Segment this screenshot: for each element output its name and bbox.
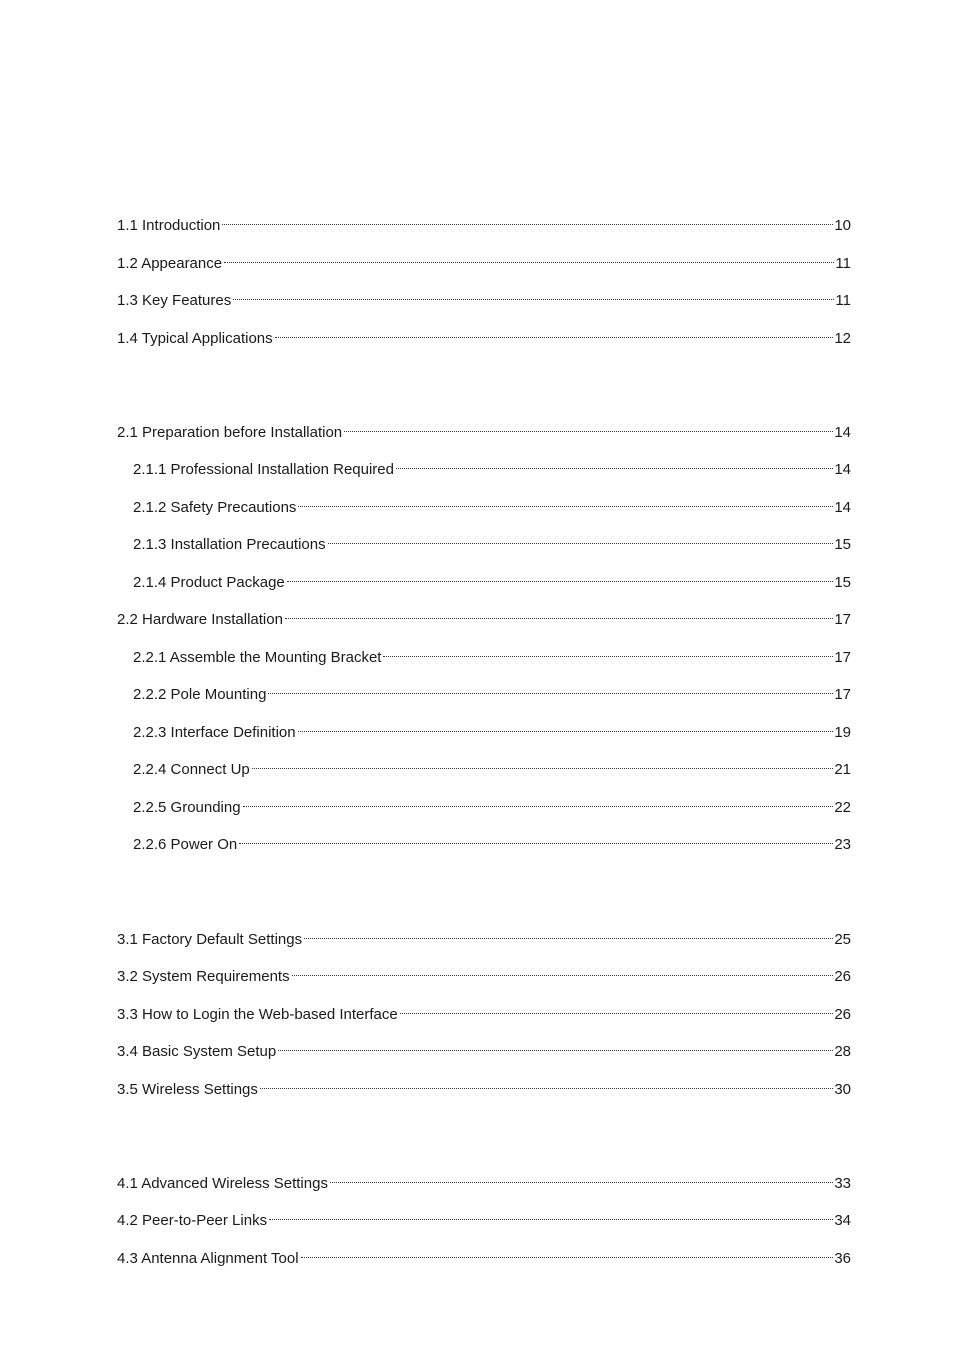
toc-dot-leader <box>292 959 834 981</box>
toc-entry-title: 3.4 Basic System Setup <box>117 1043 277 1060</box>
toc-dot-leader <box>268 677 833 699</box>
toc-page-number: 19 <box>834 724 851 741</box>
toc-page-number: 26 <box>834 1006 851 1023</box>
toc-entry-title: 3.3 How to Login the Web-based Interface <box>117 1006 398 1023</box>
toc-page-number: 15 <box>834 536 851 553</box>
toc-page-number: 11 <box>835 292 851 309</box>
toc-dot-leader <box>224 246 834 268</box>
toc-page-number: 22 <box>834 799 851 816</box>
toc-entry-title: 2.2.3 Interface Definition <box>133 724 296 741</box>
toc-page-number: 23 <box>834 836 851 853</box>
toc-page-number: 14 <box>834 499 851 516</box>
toc-entry-title: 3.2 System Requirements <box>117 968 290 985</box>
toc-dot-leader <box>344 415 833 437</box>
toc-entry-title: 1.3 Key Features <box>117 292 232 309</box>
toc-entry-title: 2.2.2 Pole Mounting <box>133 686 267 703</box>
toc-entry-title: 1.1 Introduction <box>117 217 221 234</box>
toc-dot-leader <box>269 1203 833 1225</box>
toc-entry-title: 4.1 Advanced Wireless Settings <box>117 1175 328 1192</box>
toc-entry-title: 2.2 Hardware Installation <box>117 611 283 628</box>
toc-entry-title: 2.2.5 Grounding <box>133 799 241 816</box>
toc-dot-leader <box>222 208 833 230</box>
toc-dot-leader <box>304 922 833 944</box>
toc-entry-title: 4.2 Peer-to-Peer Links <box>117 1212 268 1229</box>
toc-dot-leader <box>233 283 834 305</box>
toc-subentry[interactable] <box>133 640 851 666</box>
toc-entry[interactable] <box>117 283 851 309</box>
toc-entry[interactable] <box>117 602 851 628</box>
toc-dot-leader <box>301 1241 834 1263</box>
toc-entry[interactable] <box>117 321 851 347</box>
toc-dot-leader <box>252 752 834 774</box>
toc-page-number: 17 <box>834 686 851 703</box>
toc-dot-leader <box>396 452 833 474</box>
toc-page-number: 34 <box>834 1212 851 1229</box>
toc-page-number: 25 <box>834 931 851 948</box>
toc-subentry[interactable] <box>133 715 851 741</box>
toc-dot-leader <box>239 827 833 849</box>
toc-dot-leader <box>298 715 834 737</box>
toc-dot-leader <box>298 490 833 512</box>
toc-entry-title: 2.1.3 Installation Precautions <box>133 536 326 553</box>
toc-entry-title: 4.3 Antenna Alignment Tool <box>117 1250 299 1267</box>
toc-entry-title: 2.2.4 Connect Up <box>133 761 250 778</box>
toc-dot-leader <box>260 1072 833 1094</box>
toc-subentry[interactable] <box>133 527 851 553</box>
toc-entry[interactable] <box>117 1203 851 1229</box>
toc-dot-leader <box>287 565 834 587</box>
toc-subentry[interactable] <box>133 827 851 853</box>
toc-page-number: 14 <box>834 424 851 441</box>
toc-page-number: 30 <box>834 1081 851 1098</box>
toc-dot-leader <box>328 527 834 549</box>
toc-page-number: 12 <box>834 330 851 347</box>
toc-page-number: 14 <box>834 461 851 478</box>
toc-entry[interactable] <box>117 1166 851 1192</box>
toc-page-number: 21 <box>834 761 851 778</box>
toc-entry-title: 2.2.1 Assemble the Mounting Bracket <box>133 649 382 666</box>
toc-page-number: 17 <box>834 611 851 628</box>
toc-entry[interactable] <box>117 997 851 1023</box>
toc-entry[interactable] <box>117 1072 851 1098</box>
toc-entry[interactable] <box>117 1241 851 1267</box>
toc-entry-title: 2.1 Preparation before Installation <box>117 424 343 441</box>
toc-page-number: 28 <box>834 1043 851 1060</box>
toc-entry[interactable] <box>117 208 851 234</box>
toc-subentry[interactable] <box>133 677 851 703</box>
toc-dot-leader <box>400 997 834 1019</box>
toc-dot-leader <box>383 640 833 662</box>
toc-dot-leader <box>330 1166 833 1188</box>
toc-entry[interactable] <box>117 246 851 272</box>
toc-entry[interactable] <box>117 1034 851 1060</box>
toc-page-number: 33 <box>834 1175 851 1192</box>
toc-entry-title: 1.2 Appearance <box>117 255 223 272</box>
toc-page-number: 17 <box>834 649 851 666</box>
toc-dot-leader <box>278 1034 833 1056</box>
toc-entry-title: 2.2.6 Power On <box>133 836 238 853</box>
toc-dot-leader <box>275 321 834 343</box>
toc-page-number: 26 <box>834 968 851 985</box>
toc-entry[interactable] <box>117 922 851 948</box>
toc-subentry[interactable] <box>133 452 851 478</box>
toc-entry-title: 3.1 Factory Default Settings <box>117 931 303 948</box>
toc-entry-title: 2.1.1 Professional Installation Required <box>133 461 394 478</box>
toc-entry-title: 3.5 Wireless Settings <box>117 1081 258 1098</box>
toc-entry[interactable] <box>117 415 851 441</box>
toc-entry-title: 2.1.2 Safety Precautions <box>133 499 297 516</box>
toc-subentry[interactable] <box>133 490 851 516</box>
toc-page-number: 36 <box>834 1250 851 1267</box>
toc-page-number: 15 <box>834 574 851 591</box>
toc-page-number: 11 <box>835 255 851 272</box>
toc-subentry[interactable] <box>133 565 851 591</box>
toc-subentry[interactable] <box>133 790 851 816</box>
toc-subentry[interactable] <box>133 752 851 778</box>
toc-dot-leader <box>243 790 834 812</box>
toc-page-number: 10 <box>834 217 851 234</box>
toc-entry-title: 2.1.4 Product Package <box>133 574 285 591</box>
toc-dot-leader <box>285 602 833 624</box>
toc-entry[interactable] <box>117 959 851 985</box>
toc-entry-title: 1.4 Typical Applications <box>117 330 273 347</box>
